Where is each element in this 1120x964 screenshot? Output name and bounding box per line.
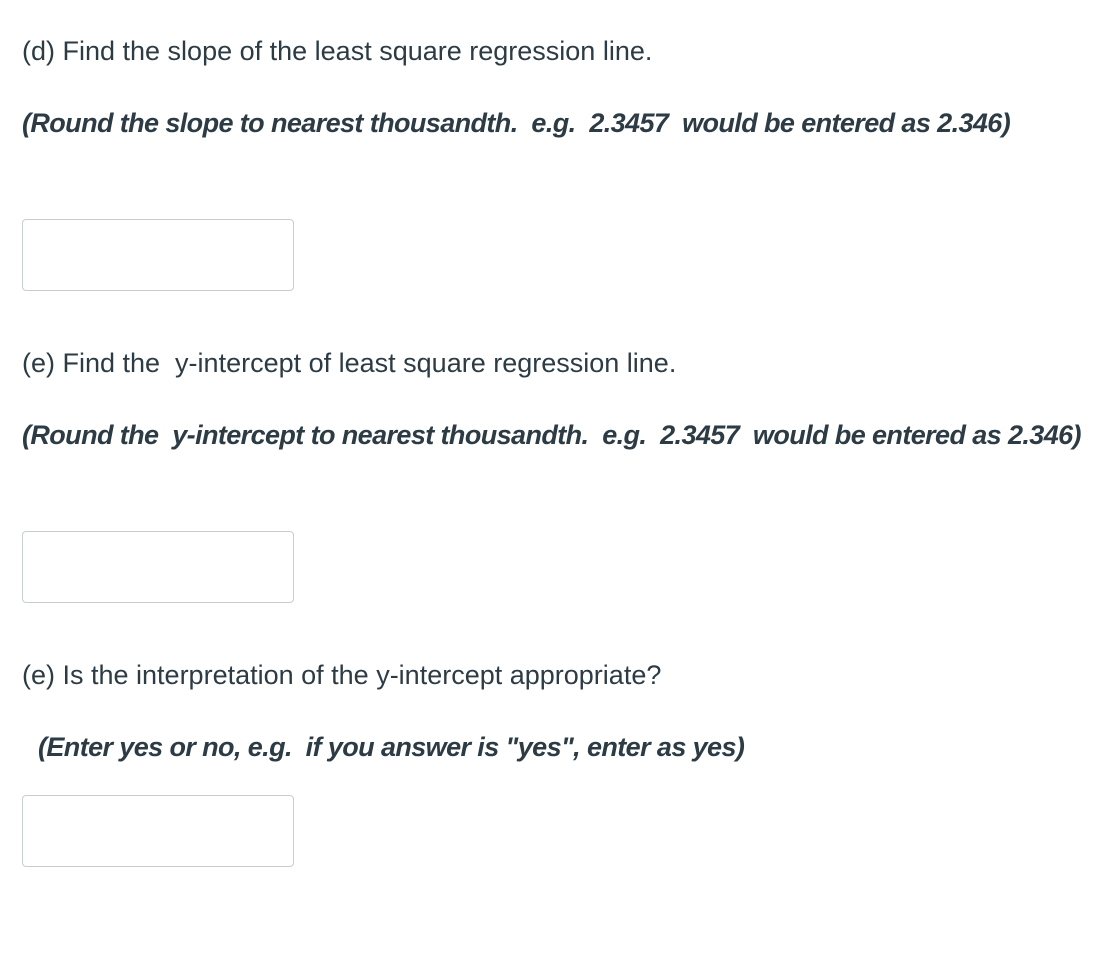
question-e-intercept-instruction-block xyxy=(22,412,1082,458)
question-e-interpretation xyxy=(22,658,1102,692)
question-e-intercept xyxy=(22,346,1102,380)
question-d-instruction: (Round the slope to nearest thousandth. e.g. 2.3457 would be entered as 2.346) xyxy=(22,108,1011,138)
question-d-prompt: (d) Find the slope of the least square regression line. xyxy=(22,36,653,66)
y-intercept-answer-input[interactable] xyxy=(22,531,294,603)
question-e-interpretation-instruction: (Enter yes or no, e.g. if you answer is "yes", enter as yes) xyxy=(38,732,745,762)
question-d xyxy=(22,34,1102,68)
slope-answer-input[interactable] xyxy=(22,219,294,291)
question-e-interpretation-instruction-block xyxy=(38,724,1118,770)
question-e-interpretation-prompt: (e) Is the interpretation of the y-intercept appropriate? xyxy=(22,660,662,690)
question-e-intercept-instruction: (Round the y-intercept to nearest thousandth. e.g. 2.3457 would be entered as 2.346) xyxy=(22,420,1081,450)
question-d-instruction-block xyxy=(22,100,1022,146)
interpretation-answer-input[interactable] xyxy=(22,795,294,867)
question-e-intercept-prompt: (e) Find the y-intercept of least square regression line. xyxy=(22,348,677,378)
